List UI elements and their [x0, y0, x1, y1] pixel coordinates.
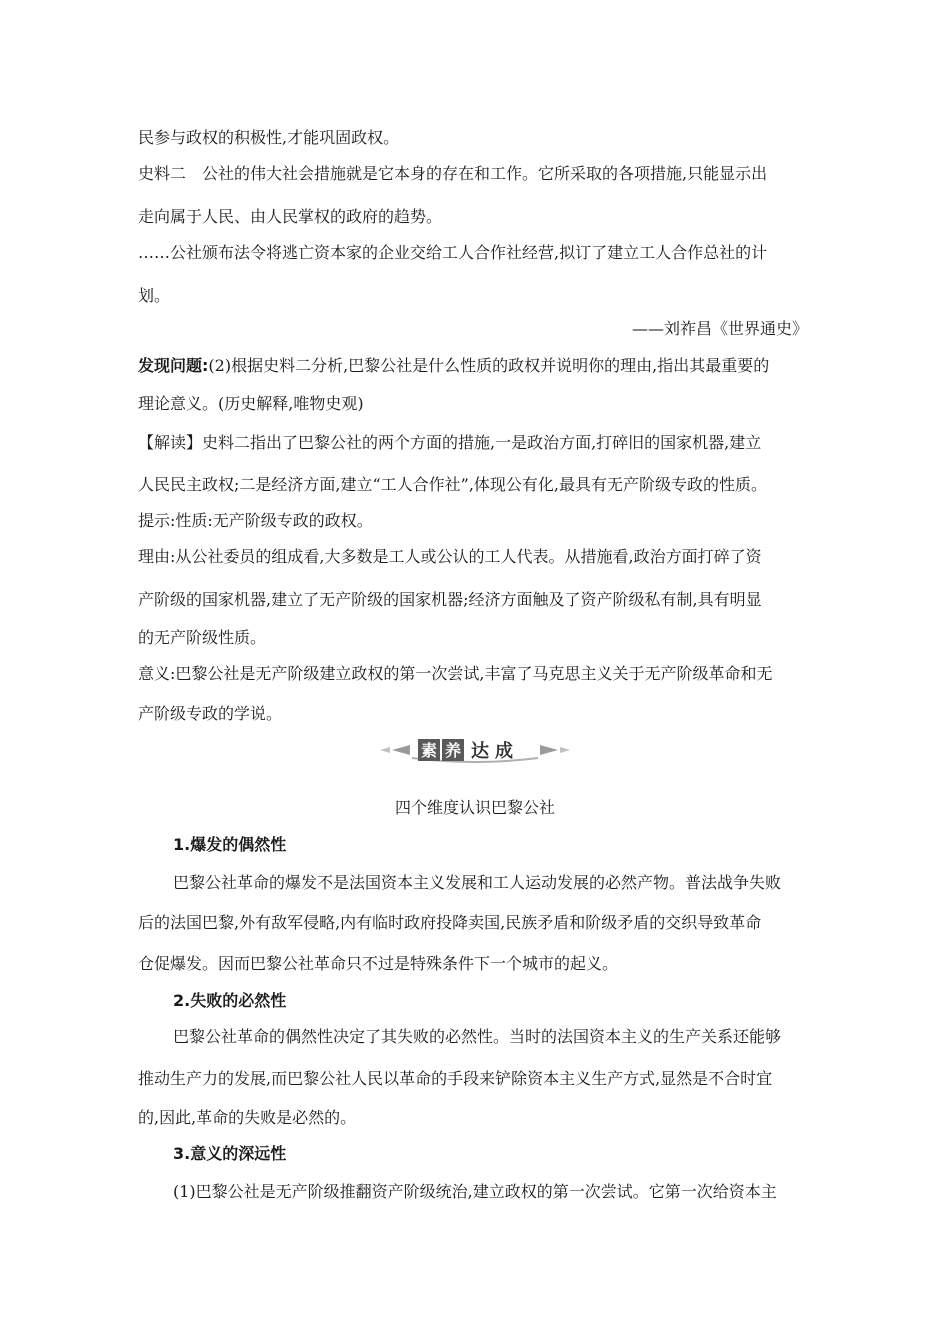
paragraph-line: 巴黎公社革命的爆发不是法国资本主义发展和工人运动发展的必然产物。普法战争失败 — [173, 873, 782, 892]
source-material-2-line: 史料二 公社的伟大社会措施就是它本身的存在和工作。它所采取的各项措施,只能显示出 — [138, 164, 768, 183]
subheading: 3.意义的深远性 — [173, 1144, 287, 1163]
right-arrow-icon — [540, 745, 558, 755]
significance-line: 意义:巴黎公社是无产阶级建立政权的第一次尝试,丰富了马克思主义关于无产阶级革命和无 — [138, 664, 773, 683]
paragraph-line: 巴黎公社革命的偶然性决定了其失败的必然性。当时的法国资本主义的生产关系还能够 — [173, 1027, 782, 1046]
interpretation-line: 【解读】史料二指出了巴黎公社的两个方面的措施,一是政治方面,打碎旧的国家机器,建立 — [138, 433, 762, 452]
significance-line: 产阶级专政的学说。 — [138, 704, 283, 723]
interpretation-line: 人民民主政权;二是经济方面,建立“工人合作社”,体现公有化,最具有无产阶级专政的性质。 — [138, 475, 768, 494]
question-label: 发现问题: — [138, 356, 209, 375]
left-arrow-icon — [380, 747, 390, 753]
text-line: 划。 — [138, 286, 171, 305]
paragraph-line: (1)巴黎公社是无产阶级推翻资产阶级统治,建立政权的第一次尝试。它第一次给资本主 — [173, 1182, 777, 1201]
text-line: ……公社颁布法令将逃亡资本家的企业交给工人合作社经营,拟订了建立工人合作总社的计 — [138, 243, 768, 262]
right-arrow-icon — [560, 747, 570, 753]
question-line — [138, 355, 818, 377]
text-line: 民参与政权的积极性,才能巩固政权。 — [138, 128, 400, 147]
paragraph-line: 推动生产力的发展,而巴黎公社人民以革命的手段来铲除资本主义生产方式,显然是不合时宜 — [138, 1069, 773, 1088]
reason-line: 理由:从公社委员的组成看,大多数是工人或公认的工人代表。从措施看,政治方面打碎了资 — [138, 547, 762, 566]
subheading: 2.失败的必然性 — [173, 991, 287, 1010]
left-arrow-icon — [392, 745, 410, 755]
reason-line: 产阶级的国家机器,建立了无产阶级的国家机器;经济方面触及了资产阶级私有制,具有明显 — [138, 590, 762, 609]
question-line: 理论意义。(历史解释,唯物史观) — [138, 394, 364, 413]
citation: ——刘祚昌《世界通史》 — [631, 319, 808, 338]
badge-char: 素 — [420, 741, 438, 760]
section-title: 四个维度认识巴黎公社 — [394, 798, 555, 817]
paragraph-line: 的,因此,革命的失败是必然的。 — [138, 1108, 357, 1127]
badge-char: 成 — [495, 741, 513, 762]
question-text: (2)根据史料二分析,巴黎公社是什么性质的政权并说明你的理由,指出其最重要的 — [208, 356, 770, 375]
paragraph-line: 仓促爆发。因而巴黎公社革命只不过是特殊条件下一个城市的起义。 — [138, 954, 619, 973]
section-badge — [370, 736, 580, 764]
paragraph-line: 后的法国巴黎,外有敌军侵略,内有临时政府投降卖国,民族矛盾和阶级矛盾的交织导致革命 — [138, 913, 762, 932]
badge-char: 养 — [444, 741, 462, 760]
badge-char: 达 — [471, 741, 489, 762]
text-line: 走向属于人民、由人民掌权的政府的趋势。 — [138, 207, 443, 226]
hint-line: 提示:性质:无产阶级专政的政权。 — [138, 511, 373, 530]
subheading: 1.爆发的偶然性 — [173, 835, 287, 854]
reason-line: 的无产阶级性质。 — [138, 628, 267, 647]
